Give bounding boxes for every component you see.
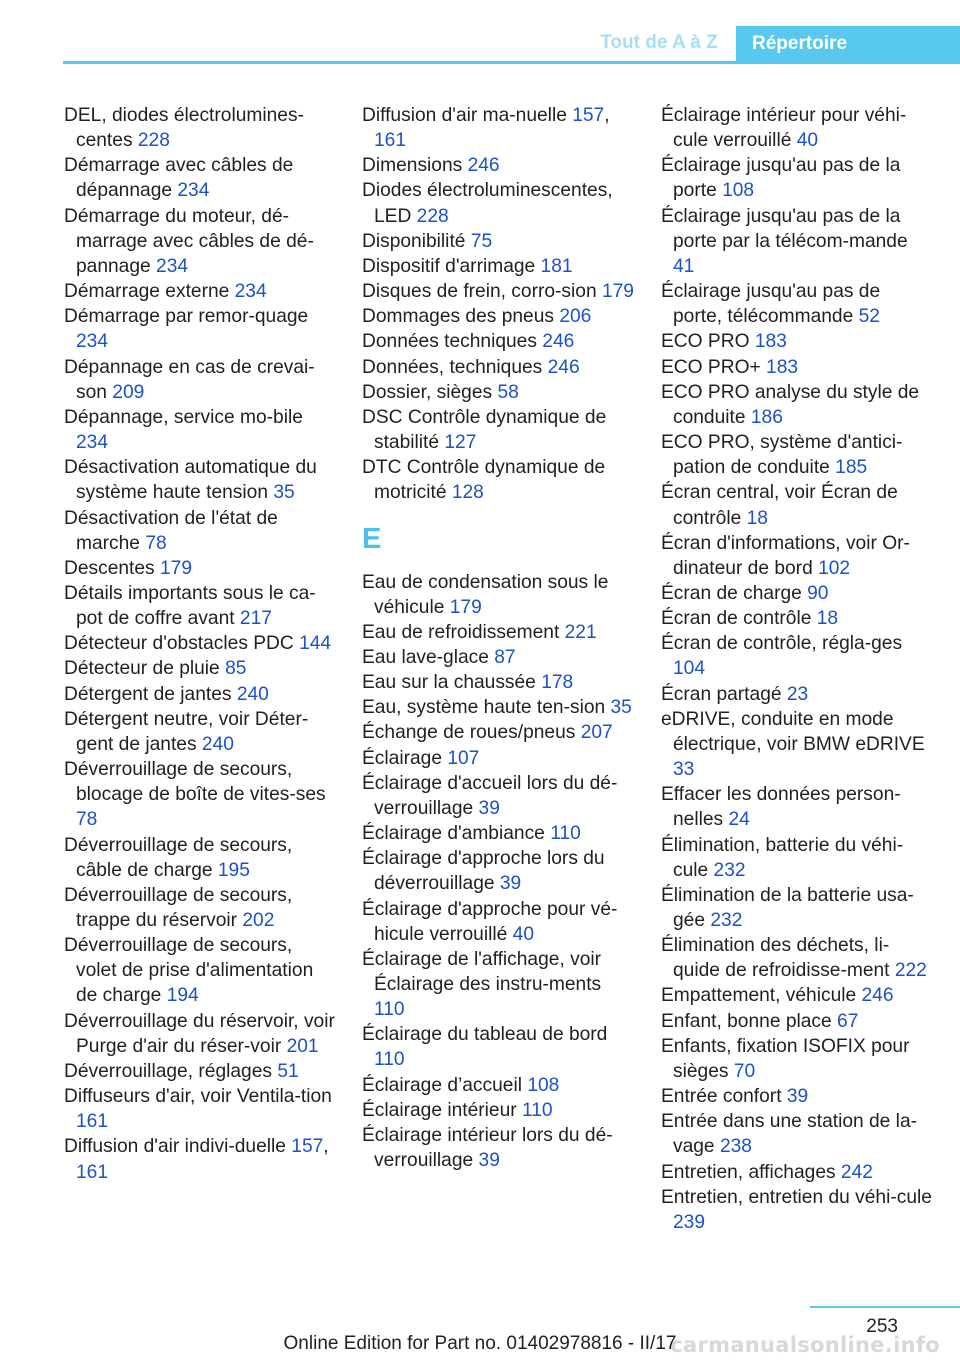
index-term: Disques de frein, corro-sion [362, 281, 602, 303]
page-ref-link[interactable]: 246 [467, 155, 500, 177]
index-term: Éclairage jusqu'au pas de la porte [661, 155, 901, 202]
index-entry [661, 1185, 933, 1235]
index-entry [661, 983, 933, 1008]
index-entry [362, 329, 634, 354]
index-entry [661, 103, 933, 153]
index-term: Déverrouillage, réglages [64, 1060, 278, 1082]
index-entry [661, 1084, 933, 1109]
index-term: Démarrage par remor-quage [64, 306, 309, 328]
index-entry [362, 405, 634, 455]
index-term: Diffusion d'air ma-nuelle [362, 105, 573, 126]
index-term: Éclairage [362, 747, 448, 769]
index-entry: Diffusion d'air indivi-duelle 157, 161 [64, 1136, 329, 1183]
index-term: Disponibilité [362, 230, 471, 252]
index-column-2 [362, 103, 634, 1173]
index-column-1 [64, 103, 336, 1185]
index-term: Démarrage du moteur, dé-marrage avec câbles de dé-pannage [64, 205, 314, 277]
index-term: Écran de charge [661, 582, 808, 604]
page-ref-link[interactable]: 234 [76, 331, 109, 353]
page-ref-link[interactable]: 39 [478, 797, 500, 819]
index-entry [661, 606, 933, 631]
index-column-3 [661, 103, 933, 1235]
index-term: Déverrouillage de secours, câble de charge [64, 834, 293, 881]
index-term: Détails importants sous le ca-pot de coffre avant [64, 582, 316, 630]
page-ref-link[interactable]: 239 [673, 1211, 706, 1233]
page-ref-link[interactable]: 232 [713, 859, 746, 881]
index-term: Détergent neutre, voir Déter-gent de jantes [64, 708, 309, 755]
page-ref-link[interactable]: 90 [807, 582, 829, 604]
index-entry [64, 103, 336, 153]
page-ref-link[interactable]: 234 [177, 180, 210, 202]
page-ref-link[interactable]: 102 [818, 557, 851, 579]
page-ref-link[interactable]: 40 [796, 130, 819, 152]
index-term: Éclairage d’accueil [362, 1074, 528, 1096]
page-ref-link[interactable]: 161 [76, 1161, 109, 1183]
index-term: Élimination de la batterie usa-gée [661, 884, 914, 931]
index-term: Éclairage intérieur pour véhi-cule verrouillé [661, 105, 907, 152]
index-entry [661, 883, 933, 933]
page-ref-link[interactable]: 110 [374, 999, 405, 1021]
index-term: Détecteur d'obstacles PDC [64, 633, 300, 655]
index-entry [362, 380, 634, 405]
index-term: Déverrouillage du réservoir, voir Purge d'air du réser-voir [64, 1010, 335, 1057]
index-term: Détergent de jantes [64, 683, 237, 705]
page-ref-link[interactable]: 40 [512, 923, 534, 945]
index-term: Éclairage d'accueil lors du dé-verrouillage [362, 772, 618, 819]
page-ref-link[interactable]: 108 [722, 180, 755, 202]
page-ref-link[interactable]: 201 [286, 1035, 319, 1057]
index-entry [362, 947, 634, 1022]
index-term: Eau sur la chaussée [362, 672, 542, 694]
page-ref-link[interactable]: 186 [750, 406, 783, 428]
index-term: Déverrouillage de secours, volet de prise d'alimentation de charge [64, 935, 314, 1007]
index-entry [661, 707, 933, 782]
index-term: Éclairage d'approche lors du déverrouillage [362, 848, 605, 895]
index-entry [64, 279, 336, 304]
index-term: Descentes [64, 557, 160, 579]
index-term: Démarrage externe [64, 281, 235, 303]
index-term: Eau de refroidissement [362, 621, 565, 643]
index-term: Données, techniques [362, 356, 548, 378]
page-ref-link[interactable]: 221 [564, 621, 597, 643]
watermark-logo: carmanualsonline.info [670, 1333, 940, 1357]
index-term: Détecteur de pluie [64, 658, 226, 680]
page-ref-link[interactable]: 234 [76, 432, 109, 454]
index-entry [362, 304, 634, 329]
page-ref-link[interactable]: 85 [225, 658, 247, 680]
index-entry [661, 480, 933, 530]
index-entry [362, 720, 634, 745]
index-entry [362, 1073, 634, 1098]
index-term: ECO PRO analyse du style de conduite [661, 381, 920, 428]
index-entry [64, 682, 336, 707]
index-entry [661, 581, 933, 606]
index-term: Désactivation automatique du système haute tension [64, 457, 317, 504]
index-entry [362, 620, 634, 645]
index-entry [64, 581, 336, 631]
page-ref-link[interactable]: 209 [112, 381, 145, 403]
index-entry [661, 430, 933, 480]
index-term: Écran d'informations, voir Or-dinateur de bord [661, 532, 910, 579]
chapter-tab: Répertoire [736, 26, 960, 61]
page-ref-link[interactable]: 23 [786, 683, 809, 705]
page-ref-link[interactable]: 240 [236, 683, 269, 705]
page-ref-link[interactable]: 246 [861, 985, 894, 1007]
page-ref-link[interactable]: 217 [239, 608, 272, 630]
index-entry [64, 355, 336, 405]
page-ref-link[interactable]: 179 [449, 596, 482, 618]
footer-rule [810, 1306, 960, 1308]
index-entry [661, 204, 933, 279]
index-term: Entrée dans une station de la-vage [661, 1111, 918, 1158]
index-term: Éclairage d'ambiance [362, 823, 551, 845]
header-rule [63, 61, 960, 64]
index-term: Éclairage de l'affichage, voir Éclairage des instru-ments [362, 948, 602, 995]
page-ref-link[interactable]: 157 [291, 1136, 324, 1158]
page-ref-link[interactable]: 234 [234, 281, 267, 303]
index-entry [661, 1109, 933, 1159]
index-term: Écran partagé [661, 683, 787, 705]
index-term: Désactivation de l'état de marche [64, 507, 278, 554]
index-entry [661, 380, 933, 430]
index-term: Effacer les données person-nelles [661, 784, 901, 831]
index-term: Eau, système haute ten-sion [362, 697, 611, 719]
index-entry [64, 153, 336, 203]
page-ref-link[interactable]: 107 [447, 747, 480, 769]
page-ref-link[interactable]: 202 [242, 910, 275, 931]
index-term: Éclairage d'approche pour vé-hicule verrouillé [362, 898, 618, 945]
page-ref-link[interactable]: 222 [894, 960, 927, 982]
index-entry [64, 1009, 336, 1059]
page-ref-link[interactable]: 238 [719, 1136, 752, 1158]
index-term: DEL, diodes électrolumines-centes [64, 105, 304, 152]
index-entry [362, 821, 634, 846]
index-term: Diffusion d'air indivi-duelle [64, 1136, 292, 1158]
index-entry [362, 1123, 634, 1173]
page-ref-link[interactable]: 179 [159, 557, 192, 579]
page-ref-link[interactable]: 58 [497, 381, 519, 403]
index-entry [64, 556, 336, 581]
index-term: Dimensions [362, 155, 468, 177]
page-ref-link[interactable]: 246 [547, 356, 580, 378]
index-entry [661, 782, 933, 832]
page-ref-link[interactable]: 75 [470, 230, 493, 252]
page-ref-link[interactable]: 39 [478, 1150, 500, 1172]
index-term: DTC Contrôle dynamique de motricité [362, 457, 606, 504]
index-entry [661, 329, 933, 354]
index-term: Entrée confort [661, 1086, 787, 1108]
page-ref-link[interactable]: 240 [201, 733, 234, 755]
index-entry [362, 695, 634, 720]
index-term: Données techniques [362, 331, 543, 353]
page-ref-link[interactable]: 51 [277, 1060, 299, 1082]
section-letter: E [362, 522, 382, 555]
index-term: Dossier, sièges [362, 381, 498, 403]
index-term: Élimination, batterie du véhi-cule [661, 834, 904, 881]
page-ref-link[interactable]: 194 [166, 985, 199, 1007]
index-term: ECO PRO, système d'antici-pation de conduite [661, 432, 903, 479]
index-term: Empattement, véhicule [661, 985, 862, 1007]
index-term: Déverrouillage de secours, trappe du réservoir [64, 884, 293, 931]
index-entry [362, 897, 634, 947]
index-entry [64, 506, 336, 556]
index-entry [661, 933, 933, 983]
page-ref-link[interactable]: 35 [610, 697, 632, 719]
page-ref-link[interactable]: 104 [673, 658, 706, 680]
index-entry: Diffusion d'air ma-nuelle 157, 161 [362, 105, 610, 152]
index-entry [64, 1084, 336, 1134]
page-ref-link[interactable]: 24 [728, 809, 750, 831]
index-entry [362, 1098, 634, 1123]
index-entry [362, 846, 634, 896]
page-ref-link[interactable]: 18 [746, 507, 768, 529]
index-term: Échange de roues/pneus [362, 722, 581, 744]
page-ref-link[interactable]: 207 [580, 722, 613, 744]
index-entry [64, 405, 336, 455]
index-entry [362, 153, 634, 178]
page-ref-link[interactable]: 78 [145, 532, 167, 554]
index-entry [362, 355, 634, 380]
page-ref-link[interactable]: 179 [601, 281, 634, 303]
page-ref-link[interactable]: 181 [540, 255, 573, 277]
edition-footer: Online Edition for Part no. 01402978816 - II/17 [283, 1333, 677, 1354]
page-ref-link[interactable]: 33 [673, 759, 695, 781]
index-entry [661, 355, 933, 380]
index-entry [64, 1059, 336, 1084]
page-number: 253 [866, 1316, 898, 1337]
page-ref-link[interactable]: 70 [733, 1060, 756, 1082]
page-ref-link[interactable]: 110 [374, 1049, 405, 1071]
page-ref-link[interactable]: 242 [840, 1161, 873, 1183]
index-entry [661, 1034, 933, 1084]
page-ref-link[interactable]: 195 [217, 859, 250, 881]
section-tab: Tout de A à Z [600, 32, 718, 53]
page-ref-link[interactable]: 67 [837, 1010, 859, 1032]
index-entry [362, 455, 634, 505]
index-term: Dépannage en cas de crevai-son [64, 356, 315, 403]
index-term: Éclairage du tableau de bord [362, 1024, 608, 1046]
index-term: Entretien, entretien du véhi-cule [661, 1186, 932, 1208]
page-ref-link[interactable]: 161 [76, 1111, 109, 1133]
page-ref-link[interactable]: 246 [542, 331, 575, 353]
page-ref-link[interactable]: 127 [444, 432, 477, 454]
index-entry [362, 746, 634, 771]
index-term: Dommages des pneus [362, 306, 560, 328]
index-entry [661, 682, 933, 707]
index-term: Entretien, affichages [661, 1161, 841, 1183]
page-ref-link[interactable]: 35 [273, 482, 295, 504]
index-term: Déverrouillage de secours, blocage de boîte de vites-ses [64, 759, 326, 806]
index-term: Démarrage avec câbles de dépannage [64, 155, 294, 202]
index-term: ECO PRO [661, 331, 755, 353]
index-term: Éclairage jusqu'au pas de porte, télécommande [661, 281, 881, 328]
page-ref-link[interactable]: 178 [541, 672, 574, 694]
index-entry [362, 645, 634, 670]
index-entry [661, 153, 933, 203]
index-entry [362, 279, 634, 304]
index-term: Eau de condensation sous le véhicule [362, 571, 609, 618]
index-entry [661, 531, 933, 581]
page-ref-link[interactable]: 157 [572, 105, 605, 126]
page-ref-link[interactable]: 161 [374, 130, 407, 152]
page-ref-link[interactable]: 228 [137, 130, 170, 152]
index-entry [64, 933, 336, 1008]
index-term: Enfant, bonne place [661, 1010, 838, 1032]
index-entry [362, 178, 634, 228]
index-entry [362, 229, 634, 254]
page-ref-link[interactable]: 108 [527, 1074, 560, 1096]
index-entry [64, 757, 336, 832]
index-term: eDRIVE, conduite en mode électrique, voir BMW eDRIVE [661, 708, 925, 755]
index-entry [661, 1009, 933, 1034]
page-ref-link[interactable]: 110 [521, 1099, 553, 1121]
index-entry [362, 570, 634, 620]
index-term: Élimination des déchets, li-quide de refroidisse-ment [661, 935, 895, 982]
index-term: Diodes électroluminescentes, LED [362, 180, 613, 227]
index-term: Enfants, fixation ISOFIX pour sièges [661, 1035, 910, 1082]
page-ref-link[interactable]: 39 [499, 873, 522, 895]
index-entry [362, 670, 634, 695]
index-term: Éclairage jusqu'au pas de la porte par la télécom-mande [661, 205, 908, 252]
page-ref-link[interactable]: 144 [299, 633, 332, 655]
index-entry [661, 631, 933, 681]
index-term: Éclairage intérieur [362, 1099, 522, 1121]
index-entry [661, 279, 933, 329]
index-term: Écran de contrôle, régla-ges [661, 633, 903, 655]
page-ref-link[interactable]: 206 [559, 306, 592, 328]
page-ref-link[interactable]: 18 [816, 608, 839, 630]
page-ref-link[interactable]: 110 [550, 823, 581, 845]
index-entry [64, 455, 336, 505]
index-entry [64, 656, 336, 681]
page-ref-link[interactable]: 87 [494, 646, 516, 668]
index-term: DSC Contrôle dynamique de stabilité [362, 406, 607, 454]
page-ref-link[interactable]: 185 [835, 457, 868, 479]
index-term: Dépannage, service mo-bile [64, 406, 303, 428]
index-entry [661, 1160, 933, 1185]
page-ref-link[interactable]: 234 [156, 255, 189, 277]
index-entry [64, 883, 336, 933]
page-ref-link[interactable]: 78 [76, 809, 98, 831]
index-entry [362, 1022, 634, 1072]
index-entry [661, 833, 933, 883]
page-ref-link[interactable]: 228 [416, 205, 449, 227]
index-term: Diffuseurs d'air, voir Ventila-tion [64, 1086, 332, 1108]
index-entry [362, 254, 634, 279]
page-ref-link[interactable]: 183 [754, 331, 787, 353]
index-term: Écran de contrôle [661, 608, 817, 630]
index-entry [64, 204, 336, 279]
page-ref-link[interactable]: 128 [451, 482, 484, 504]
index-term: Écran central, voir Écran de contrôle [661, 482, 898, 529]
page-ref-link[interactable]: 52 [858, 306, 880, 328]
index-entry [64, 707, 336, 757]
index-entry [64, 833, 336, 883]
page-ref-link[interactable]: 41 [673, 255, 695, 277]
index-term: Éclairage intérieur lors du dé-verrouillage [362, 1124, 613, 1172]
index-entry [362, 771, 634, 821]
page-ref-link[interactable]: 232 [710, 910, 743, 931]
index-term: ECO PRO+ [661, 356, 767, 378]
index-entry [64, 304, 336, 354]
index-entry [64, 631, 336, 656]
page-ref-link[interactable]: 183 [766, 356, 799, 378]
index-term: Eau lave-glace [362, 646, 495, 668]
page-ref-link[interactable]: 39 [786, 1086, 809, 1108]
index-term: Dispositif d'arrimage [362, 255, 541, 277]
